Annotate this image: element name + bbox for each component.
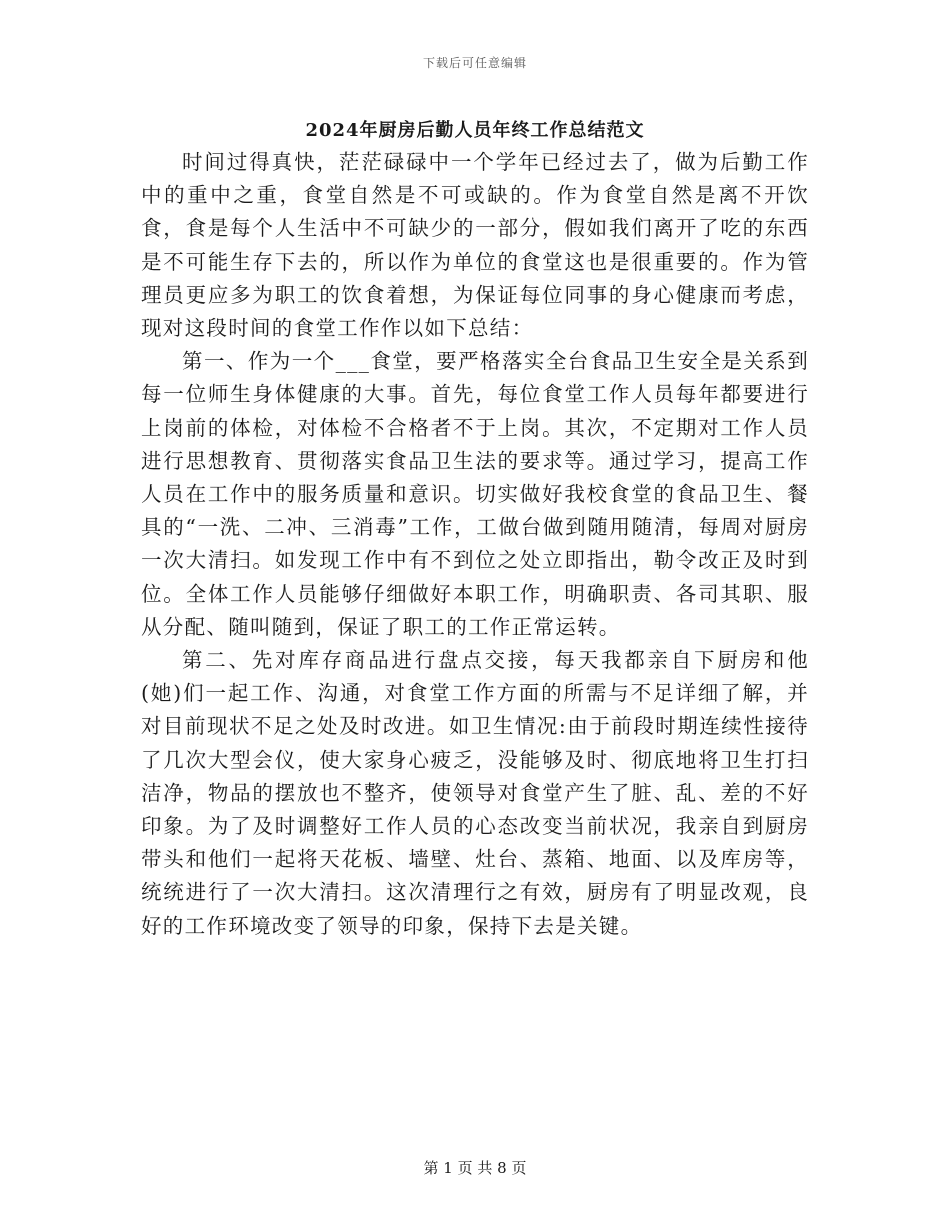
page-header: 下载后可任意编辑: [422, 56, 527, 70]
paragraph-first-point: 第一、作为一个___食堂，要严格落实全台食品卫生安全是关系到每一位师生身体健康的大事。首先，每位食堂工作人员每年都要进行上岗前的体检，对体检不合格者不于上岗。其次，不定期对工作人员进行思想教育、贯彻落实食品卫生法的要求等。通过学习，提高工作人员在工作中的服务质量和意识。切实做好我校食堂的食品卫生、餐具的“一洗、二冲、三消毒”工作，工做台做到随用随清，每周对厨房一次大清扫。如发现工作中有不到位之处立即指出，勒令改正及时到位。全体工作人员能够仔细做好本职工作，明确职责、各司其职、服从分配、随叫随到，保证了职工的工作正常运转。: [141, 349, 809, 639]
page-number-footer: 第 1 页 共 8 页: [423, 1159, 527, 1177]
document-body: [141, 146, 809, 943]
document-title: 2024年厨房后勤人员年终工作总结范文: [305, 120, 645, 141]
paragraph-second-point: 第二、先对库存商品进行盘点交接，每天我都亲自下厨房和他(她)们一起工作、沟通，对食堂工作方面的所需与不足详细了解，并对目前现状不足之处及时改进。如卫生情况:由于前段时期连续性接待了几次大型会仪，使大家身心疲乏，没能够及时、彻底地将卫生打扫洁净，物品的摆放也不整齐，使领导对食堂产生了脏、乱、差的不好印象。为了及时调整好工作人员的心态改变当前状况，我亲自到厨房带头和他们一起将天花板、墙壁、灶台、蒸箱、地面、以及库房等，统统进行了一次大清扫。这次清理行之有效，厨房有了明显改观，良好的工作环境改变了领导的印象，保持下去是关键。: [141, 648, 809, 938]
paragraph-intro: 时间过得真快，茫茫碌碌中一个学年已经过去了，做为后勤工作中的重中之重，食堂自然是不可或缺的。作为食堂自然是离不开饮食，食是每个人生活中不可缺少的一部分，假如我们离开了吃的东西是不可能生存下去的，所以作为单位的食堂这也是很重要的。作为管理员更应多为职工的饮食着想，为保证每位同事的身心健康而考虑，现对这段时间的食堂工作作以如下总结：: [141, 150, 809, 341]
